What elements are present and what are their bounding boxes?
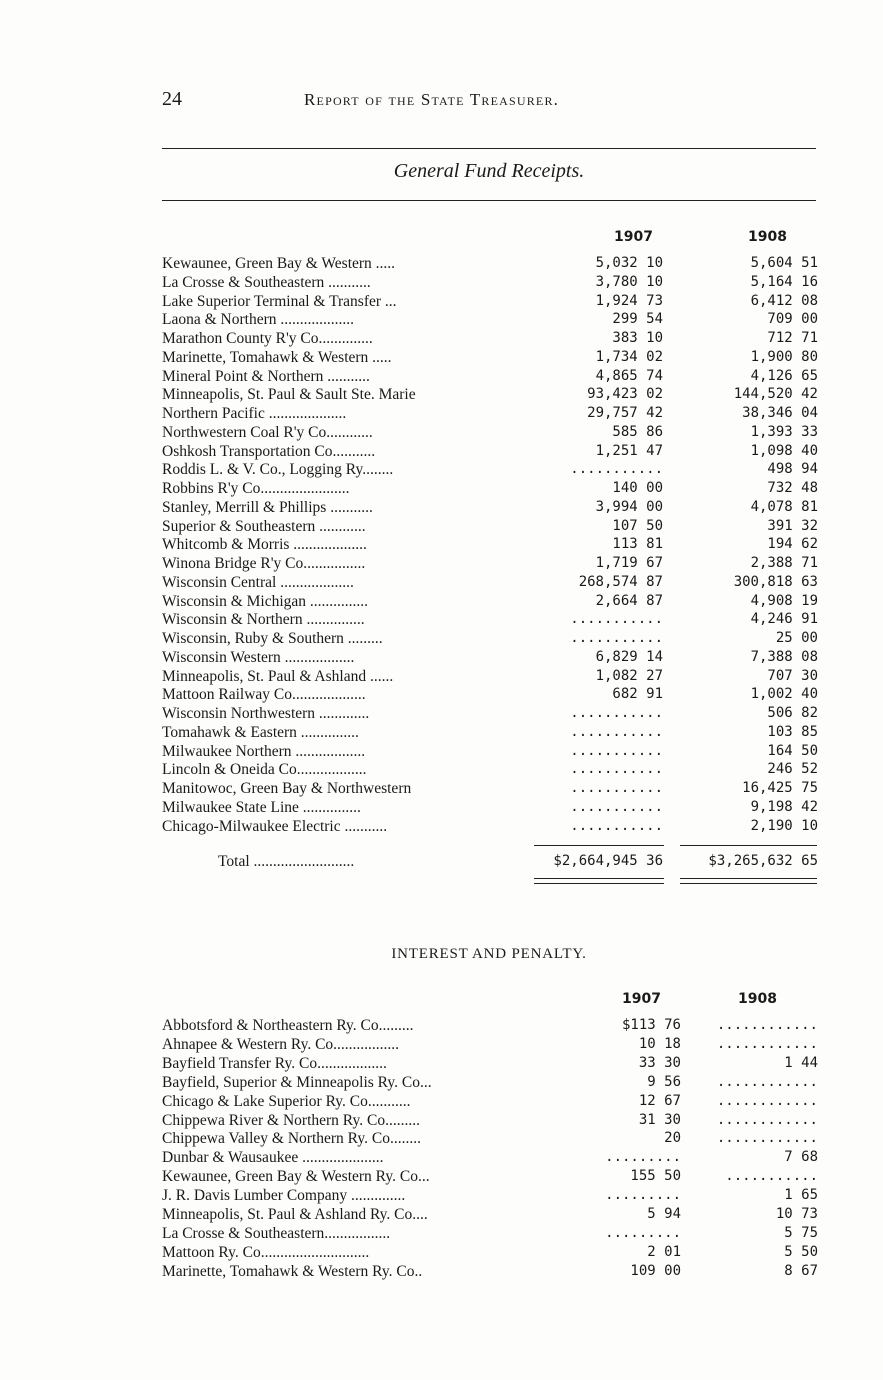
value-1908: ............: [716, 1017, 818, 1033]
row-label: Chippewa Valley & Northern Ry. Co........: [162, 1130, 421, 1148]
table-row: [162, 1054, 818, 1073]
table-row: [162, 423, 818, 442]
row-label: Milwaukee State Line ...............: [162, 798, 361, 816]
row-label: Wisconsin Western ..................: [162, 648, 355, 666]
value-1908: 6,412 08: [750, 292, 818, 309]
table-row: [162, 573, 818, 592]
table-row: [162, 273, 818, 292]
table-row: [162, 1167, 818, 1186]
table-row: [162, 1243, 818, 1262]
table-row: [162, 610, 818, 629]
value-1907: 3,994 00: [595, 498, 663, 515]
value-1907: ...........: [570, 630, 663, 646]
table-row: [162, 1073, 818, 1092]
row-label: Chippewa River & Northern Ry. Co.........: [162, 1111, 420, 1129]
value-1907: 20: [664, 1130, 681, 1147]
table-row: [162, 329, 818, 348]
row-label: Lincoln & Oneida Co..................: [162, 761, 367, 779]
page-header: [162, 88, 816, 118]
row-label: Tomahawk & Eastern ...............: [162, 723, 359, 741]
value-1907: .........: [605, 1187, 681, 1204]
table-row: [162, 667, 818, 686]
table-row: [162, 517, 818, 536]
value-1908: 2,190 10: [750, 817, 818, 834]
row-label: Minneapolis, St. Paul & Ashland ......: [162, 667, 394, 685]
table-row: [162, 817, 818, 836]
value-1907: 1,251 47: [595, 442, 663, 459]
value-1908: ...........: [725, 1168, 818, 1185]
table-row: [162, 629, 818, 648]
row-label: Lake Superior Terminal & Transfer ...: [162, 292, 397, 310]
value-1908: 5,164 16: [750, 273, 818, 290]
value-1907: 1,719 67: [595, 555, 663, 571]
row-label: Marinette, Tomahawk & Western Ry. Co..: [162, 1262, 423, 1280]
total-1908: $3,265,632 65: [708, 853, 818, 869]
table-row: [162, 648, 818, 667]
row-label: Chicago & Lake Superior Ry. Co...........: [162, 1092, 411, 1110]
value-1907: 6,829 14: [595, 648, 663, 665]
table-row: [162, 1148, 818, 1167]
row-label: Bayfield Transfer Ry. Co..................: [162, 1054, 387, 1072]
value-1908: 16,425 75: [742, 780, 818, 796]
table-row: [162, 479, 818, 498]
table-row: [162, 310, 818, 329]
value-1908: ............: [716, 1073, 818, 1090]
table-row: [162, 704, 818, 723]
table-row: [162, 460, 818, 479]
value-1908: 5 75: [784, 1224, 818, 1241]
col-header-1907: 1907: [614, 229, 653, 245]
row-label: Wisconsin, Ruby & Southern .........: [162, 630, 383, 647]
value-1907: 2 01: [647, 1243, 681, 1260]
value-1907: 268,574 87: [578, 573, 663, 590]
value-1908: 2,388 71: [750, 555, 818, 571]
int-col-header-1908: 1908: [738, 991, 777, 1007]
value-1907: ...........: [570, 742, 663, 759]
value-1907: 5,032 10: [595, 255, 663, 271]
value-1907: 140 00: [612, 480, 663, 496]
value-1908: 1,002 40: [750, 686, 818, 703]
value-1908: ............: [716, 1092, 818, 1109]
value-1908: 5 50: [784, 1243, 818, 1260]
table-row: [162, 1262, 818, 1281]
value-1907: ...........: [570, 461, 663, 478]
table-row: [162, 760, 818, 779]
total-label: Total ..........................: [218, 853, 355, 870]
value-1907: 585 86: [612, 423, 663, 440]
row-label: Winona Bridge R'y Co................: [162, 555, 366, 572]
running-head: Report of the State Treasurer.: [304, 90, 560, 109]
row-label: Marinette, Tomahawk & Western .....: [162, 348, 392, 366]
value-1907: 31 30: [638, 1111, 681, 1128]
double-rule-1907-a: [534, 878, 664, 879]
table-row: [162, 723, 818, 742]
value-1907: ...........: [570, 723, 663, 740]
row-label: Dunbar & Wausaukee .....................: [162, 1149, 384, 1167]
row-label: Robbins R'y Co.......................: [162, 480, 350, 497]
table-row: [162, 1205, 818, 1224]
value-1908: 7,388 08: [750, 648, 818, 665]
col-header-1908: 1908: [748, 229, 787, 245]
row-label: Ahnapee & Western Ry. Co.................: [162, 1035, 400, 1053]
value-1908: 498 94: [767, 461, 818, 478]
value-1907: 5 94: [647, 1206, 681, 1222]
value-1907: 107 50: [612, 517, 663, 534]
row-label: Abbotsford & Northeastern Ry. Co.........: [162, 1017, 414, 1034]
table-row: [162, 1129, 818, 1148]
value-1908: 9,198 42: [750, 798, 818, 815]
value-1907: .........: [605, 1224, 681, 1241]
table-row: [162, 1186, 818, 1205]
row-label: Oshkosh Transportation Co...........: [162, 442, 376, 460]
value-1908: 194 62: [767, 536, 818, 553]
row-label: La Crosse & Southeastern.................: [162, 1224, 391, 1242]
row-label: Mineral Point & Northern ...........: [162, 367, 370, 385]
table-row: [162, 254, 818, 273]
value-1908: 1 65: [784, 1187, 818, 1204]
value-1907: 29,757 42: [587, 405, 663, 421]
value-1907: 4,865 74: [595, 367, 663, 384]
table-row: [162, 292, 818, 311]
value-1908: 38,346 04: [742, 405, 818, 421]
row-label: Bayfield, Superior & Minneapolis Ry. Co...: [162, 1073, 432, 1091]
value-1908: 4,246 91: [750, 611, 818, 628]
row-label: Chicago-Milwaukee Electric ...........: [162, 817, 388, 835]
value-1907: $113 76: [621, 1017, 681, 1033]
row-label: Minneapolis, St. Paul & Sault Ste. Marie: [162, 386, 416, 404]
value-1908: 4,078 81: [750, 498, 818, 515]
value-1907: 10 18: [638, 1035, 681, 1052]
total-rule-1907: [534, 845, 664, 846]
value-1908: 1,900 80: [750, 348, 818, 365]
row-label: Superior & Southeastern ............: [162, 517, 366, 535]
value-1907: 383 10: [612, 330, 663, 346]
row-label: La Crosse & Southeastern ...........: [162, 273, 371, 291]
row-label: Northwestern Coal R'y Co............: [162, 423, 373, 441]
row-label: J. R. Davis Lumber Company ..............: [162, 1187, 406, 1205]
table-row: [162, 742, 818, 761]
value-1908: 5,604 51: [750, 255, 818, 271]
double-rule-1907-b: [534, 883, 664, 884]
table-row: [162, 442, 818, 461]
table-row: [162, 554, 818, 573]
double-rule-1908-b: [680, 883, 817, 884]
row-label: Wisconsin Central ...................: [162, 573, 354, 591]
row-label: Manitowoc, Green Bay & Northwestern: [162, 780, 412, 797]
row-label: Wisconsin Northwestern .............: [162, 705, 370, 722]
table-row: [162, 385, 818, 404]
value-1907: 113 81: [612, 536, 663, 553]
value-1908: 10 73: [775, 1206, 818, 1222]
value-1908: 732 48: [767, 480, 818, 496]
row-label: Minneapolis, St. Paul & Ashland Ry. Co....: [162, 1206, 428, 1223]
value-1907: ...........: [570, 761, 663, 778]
row-label: Laona & Northern ...................: [162, 311, 354, 329]
row-label: Marathon County R'y Co..............: [162, 330, 373, 347]
top-rule: [162, 148, 816, 149]
row-label: Mattoon Railway Co...................: [162, 686, 366, 704]
table-row: [162, 685, 818, 704]
value-1907: 3,780 10: [595, 273, 663, 290]
value-1907: 682 91: [612, 686, 663, 703]
table-row: [162, 1224, 818, 1243]
value-1907: 1,082 27: [595, 667, 663, 684]
value-1907: 1,924 73: [595, 292, 663, 309]
value-1907: 2,664 87: [595, 592, 663, 609]
value-1907: ...........: [570, 817, 663, 834]
value-1908: 707 30: [767, 667, 818, 684]
table-row: [162, 498, 818, 517]
value-1907: 155 50: [630, 1168, 681, 1185]
table-row: [162, 779, 818, 798]
row-label: Kewaunee, Green Bay & Western .....: [162, 255, 396, 272]
int-col-header-1907: 1907: [622, 991, 661, 1007]
table-row: [162, 535, 818, 554]
table-row: [162, 1111, 818, 1130]
value-1908: 25 00: [775, 630, 818, 646]
row-label: Mattoon Ry. Co............................: [162, 1243, 370, 1261]
value-1908: ............: [716, 1035, 818, 1052]
value-1908: 246 52: [767, 761, 818, 778]
row-label: Wisconsin & Michigan ...............: [162, 592, 369, 610]
value-1908: 103 85: [767, 723, 818, 740]
value-1907: 299 54: [612, 311, 663, 328]
total-1907: $2,664,945 36: [553, 853, 663, 869]
value-1907: 9 56: [647, 1073, 681, 1090]
table-row: [162, 592, 818, 611]
value-1907: 33 30: [638, 1054, 681, 1071]
total-rule-1908: [680, 845, 817, 846]
value-1908: 7 68: [784, 1149, 818, 1166]
general-fund-title: General Fund Receipts.: [393, 160, 585, 182]
value-1908: 1 44: [784, 1054, 818, 1071]
value-1907: 109 00: [630, 1262, 681, 1279]
row-label: Milwaukee Northern ..................: [162, 742, 366, 760]
value-1908: 1,393 33: [750, 423, 818, 440]
value-1908: 164 50: [767, 742, 818, 759]
value-1908: 4,126 65: [750, 367, 818, 384]
value-1908: 4,908 19: [750, 592, 818, 609]
value-1907: 12 67: [638, 1092, 681, 1109]
value-1908: 8 67: [784, 1262, 818, 1279]
value-1907: 1,734 02: [595, 348, 663, 365]
table-row: [162, 1092, 818, 1111]
value-1907: ...........: [570, 705, 663, 721]
value-1908: 144,520 42: [733, 386, 818, 403]
value-1907: 93,423 02: [587, 386, 663, 403]
row-label: Kewaunee, Green Bay & Western Ry. Co...: [162, 1168, 430, 1186]
table-row: [162, 367, 818, 386]
value-1907: ...........: [570, 798, 663, 815]
row-label: Wisconsin & Northern ...............: [162, 611, 365, 629]
row-label: Whitcomb & Morris ...................: [162, 536, 367, 554]
table-row: [162, 404, 818, 423]
interest-title: INTEREST AND PENALTY.: [391, 946, 587, 962]
row-label: Stanley, Merrill & Phillips ...........: [162, 498, 373, 516]
value-1908: 712 71: [767, 330, 818, 346]
value-1908: ............: [716, 1111, 818, 1128]
table-row: [162, 1035, 818, 1054]
row-label: Roddis L. & V. Co., Logging Ry........: [162, 461, 394, 479]
table-row: [162, 798, 818, 817]
double-rule-1908-a: [680, 878, 817, 879]
table-row: [162, 1016, 818, 1035]
title-rule: [162, 200, 816, 201]
total-row: [218, 852, 818, 871]
value-1908: 506 82: [767, 705, 818, 721]
value-1908: 709 00: [767, 311, 818, 328]
value-1908: 1,098 40: [750, 442, 818, 459]
value-1907: ...........: [570, 780, 663, 796]
page-number: 24: [162, 88, 182, 110]
value-1907: .........: [605, 1149, 681, 1166]
value-1908: 391 32: [767, 517, 818, 534]
value-1907: ...........: [570, 611, 663, 628]
row-label: Northern Pacific ....................: [162, 405, 347, 422]
value-1908: ............: [716, 1130, 818, 1147]
table-row: [162, 348, 818, 367]
value-1908: 300,818 63: [733, 573, 818, 590]
